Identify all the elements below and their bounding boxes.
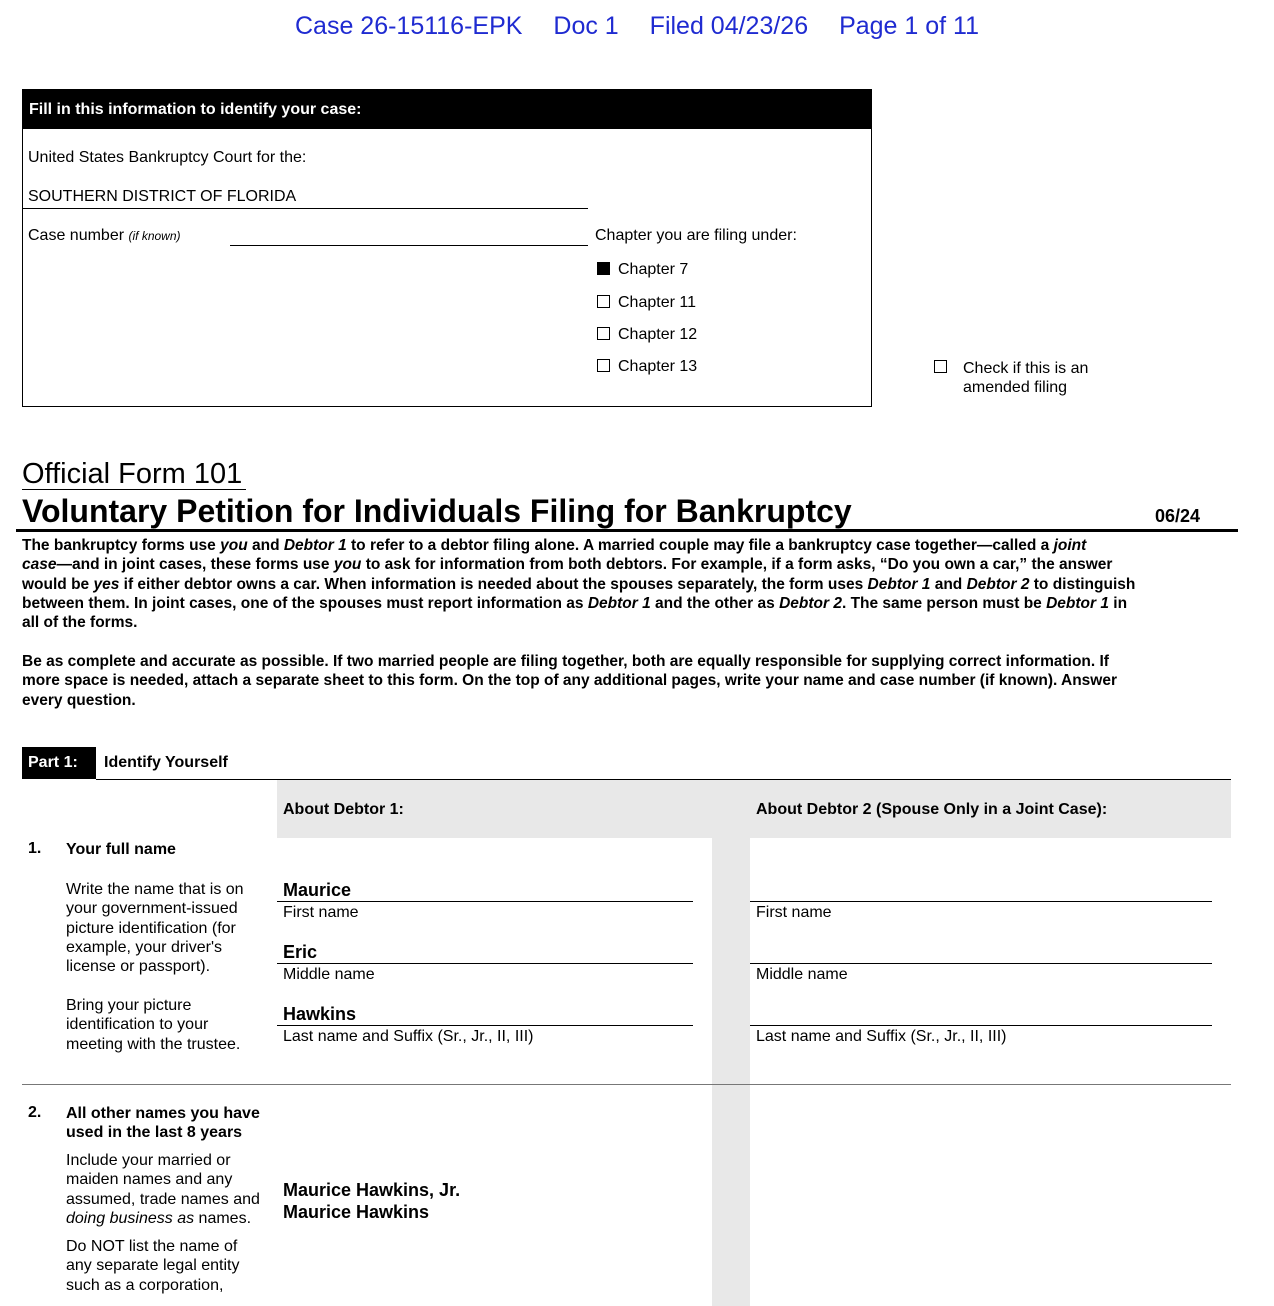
debtor2-last-underline xyxy=(750,1025,1212,1026)
form-number: Official Form 101 xyxy=(22,458,243,490)
debtor2-middle-label: Middle name xyxy=(756,966,848,983)
form-number-underline xyxy=(22,489,246,490)
intro-paragraph-2: Be as complete and accurate as possible. If two married people are filing together, both are equally responsible for supplying correct information. If more space is needed, attach a separate sheet to this form. On the top of any additional pages, write your name and case number (if known). Answer every question. xyxy=(22,653,1118,709)
title-rule xyxy=(16,529,1238,532)
debtor1-first-label: First name xyxy=(283,904,359,921)
q1-bottom-rule xyxy=(22,1084,1231,1085)
debtor1-middle-label: Middle name xyxy=(283,966,375,983)
case-info-header: Fill in this information to identify your case: xyxy=(22,89,872,129)
form-revision: 06/24 xyxy=(1155,506,1201,526)
stamp-doc: Doc 1 xyxy=(553,12,619,40)
stamp-case: Case 26-15116-EPK xyxy=(294,12,523,40)
q2-title: All other names you have used in the last 8 years xyxy=(66,1105,260,1141)
chapter-option-label: Chapter 12 xyxy=(618,326,698,343)
q1-help-trustee: Bring your picture identification to your meeting with the trustee. xyxy=(66,997,241,1053)
debtor1-middle-name[interactable]: Eric xyxy=(283,942,318,962)
debtor2-first-label: First name xyxy=(756,904,832,921)
chapter-checkbox[interactable] xyxy=(597,295,610,308)
chapter-label: Chapter you are filing under: xyxy=(595,227,797,244)
debtor1-first-underline xyxy=(277,901,693,902)
debtor1-middle-underline xyxy=(277,963,693,964)
district-field[interactable]: SOUTHERN DISTRICT OF FLORIDA xyxy=(28,188,297,205)
stamp-filed: Filed 04/23/26 xyxy=(649,12,809,40)
chapter-checkbox[interactable] xyxy=(597,359,610,372)
debtor2-middle-underline xyxy=(750,963,1212,964)
chapter-checkbox[interactable] xyxy=(597,327,610,340)
column-gutter xyxy=(712,838,750,1306)
q1-number: 1. xyxy=(28,840,42,857)
debtor2-middle-name[interactable] xyxy=(756,942,1206,962)
filing-stamp xyxy=(0,12,1274,41)
part1-tab: Part 1: xyxy=(22,747,96,779)
debtor1-other-names[interactable]: Maurice Hawkins, Jr. Maurice Hawkins xyxy=(283,1180,461,1222)
q1-help-id: Write the name that is on your government-issued picture identification (for example, your driver's license or passport). xyxy=(66,881,244,976)
amended-filing-checkbox[interactable] xyxy=(934,360,947,373)
q2-help-names: Include your married or maiden names and any assumed, trade names and doing business as names. xyxy=(66,1152,260,1227)
q1-title: Your full name xyxy=(66,841,176,858)
part1-title: Identify Yourself xyxy=(104,754,228,771)
q2-help-entity: Do NOT list the name of any separate legal entity such as a corporation, xyxy=(66,1238,240,1294)
stamp-page: Page 1 of 11 xyxy=(839,12,980,40)
case-number-label: Case number (if known) xyxy=(28,227,181,244)
case-info-box xyxy=(22,89,872,407)
intro-paragraph-1: The bankruptcy forms use you and Debtor 1 to refer to a debtor filing alone. A married couple may file a bankruptcy case together—called a joint case—and in joint cases, these forms use you to ask for information from both debtors. For example, if a form asks, “Do you own a car,” the answer would be yes if either debtor owns a car. When information is needed about the spouses separately, the form uses Debtor 1 and Debtor 2 to distinguish between them. In joint cases, one of the spouses must report information as Debtor 1 and the other as Debtor 2. The same person must be Debtor 1 in all of the forms. xyxy=(22,537,1136,632)
debtor1-header: About Debtor 1: xyxy=(283,801,404,818)
chapter-option-label: Chapter 13 xyxy=(618,358,698,375)
district-underline xyxy=(22,208,588,209)
case-number-underline xyxy=(230,245,588,246)
debtor2-first-name[interactable] xyxy=(756,880,1206,900)
chapter-option-label: Chapter 7 xyxy=(618,261,689,278)
debtor2-first-underline xyxy=(750,901,1212,902)
debtor1-last-label: Last name and Suffix (Sr., Jr., II, III) xyxy=(283,1028,534,1045)
court-label: United States Bankruptcy Court for the: xyxy=(28,149,307,166)
form-title: Voluntary Petition for Individuals Filing for Bankruptcy xyxy=(22,493,852,529)
case-number-field[interactable] xyxy=(232,226,588,244)
debtor2-last-label: Last name and Suffix (Sr., Jr., II, III) xyxy=(756,1028,1007,1045)
debtor1-first-name[interactable]: Maurice xyxy=(283,880,352,900)
debtor2-last-name[interactable] xyxy=(756,1004,1206,1024)
q2-number: 2. xyxy=(28,1104,42,1121)
chapter-checkbox[interactable] xyxy=(597,262,610,275)
debtor1-last-name[interactable]: Hawkins xyxy=(283,1004,357,1024)
debtor1-last-underline xyxy=(277,1025,693,1026)
debtor2-header: About Debtor 2 (Spouse Only in a Joint Case): xyxy=(756,801,1108,818)
amended-filing-label: Check if this is an amended filing xyxy=(963,360,1089,396)
chapter-option-label: Chapter 11 xyxy=(618,294,696,311)
